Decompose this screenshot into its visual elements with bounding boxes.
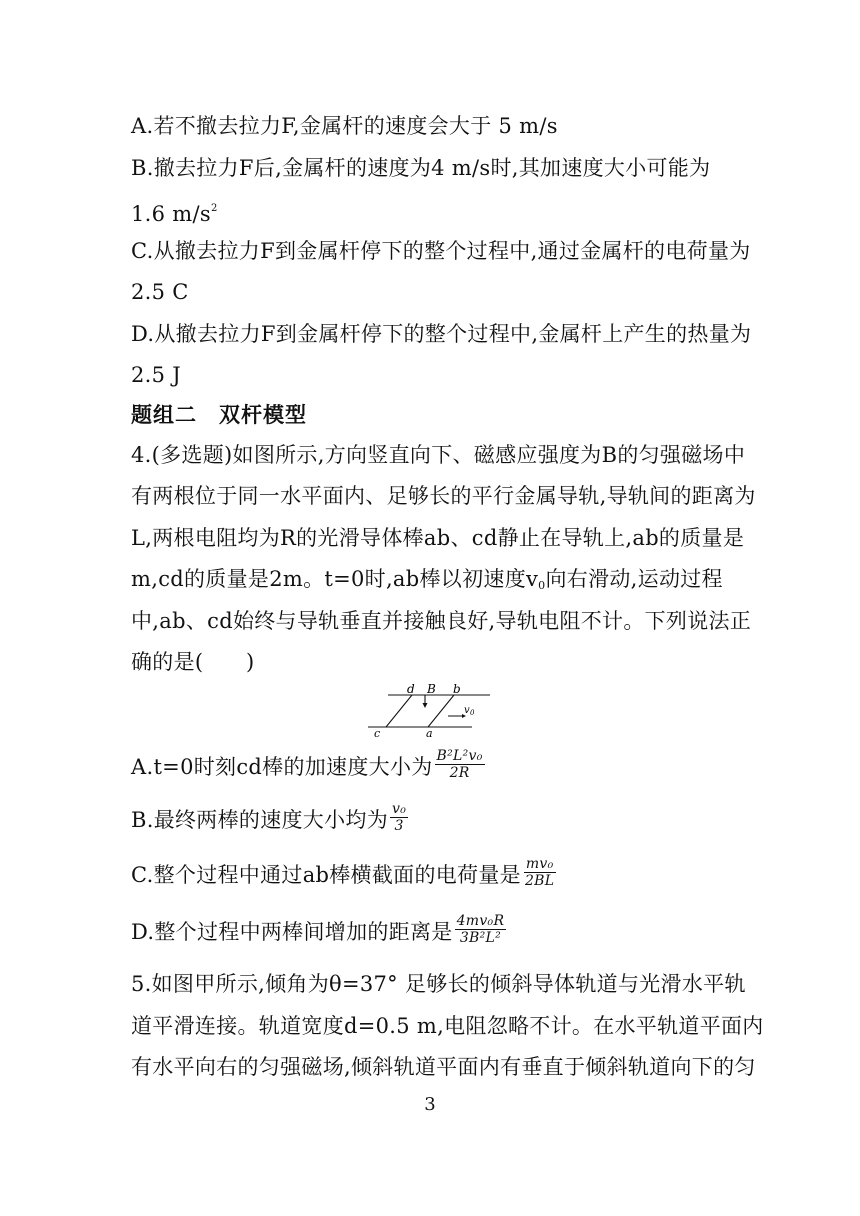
- label-b: b: [453, 683, 461, 696]
- q3-option-d-line1: D.从撤去拉力F到金属杆停下的整个过程中,金属杆上产生的热量为: [131, 322, 752, 346]
- label-v0: v: [464, 705, 470, 716]
- q4-line4: m,cd的质量是2m。t=0时,ab棒以初速度$v_0$向右滑动,运动过程: [131, 567, 723, 592]
- q4-line1: 4.(多选题)如图所示,方向竖直向下、磁感应强度为B的匀强磁场中: [131, 443, 746, 467]
- q4-line6: 确的是( ): [131, 650, 255, 674]
- q3-option-c-line2: 2.5 C: [131, 280, 189, 304]
- label-d: d: [407, 683, 415, 696]
- q4-line3: L,两根电阻均为R的光滑导体棒ab、cd静止在导轨上,ab的质量是: [131, 526, 745, 550]
- label-c: c: [374, 727, 381, 739]
- label-a: a: [426, 727, 433, 739]
- fraction-c: $\frac{\text{mv₀}}{2BL}$: [524, 856, 555, 889]
- q3-option-d-line2: 2.5 J: [131, 363, 181, 387]
- label-v0-sub: 0: [470, 709, 475, 717]
- q4-option-d: D.整个过程中两棒间增加的距离是 $\frac{\text{4mv₀R}}{\text{3B²L²}}$: [131, 913, 505, 946]
- fraction-d: $\frac{\text{4mv₀R}}{\text{3B²L²}}$: [456, 913, 505, 946]
- q4-option-a: A.t=0时刻cd棒的加速度大小为 $\frac{\text{B²L²v₀}}{2R}$: [131, 748, 483, 781]
- label-B: B: [427, 683, 436, 696]
- fraction-b: $\frac{\text{v₀}}{3}$: [392, 801, 407, 834]
- q3-option-c-line1: C.从撤去拉力F到金属杆停下的整个过程中,通过金属杆的电荷量为: [131, 239, 751, 263]
- q3-option-b-line2: 1.6 $m/s^2$: [131, 202, 218, 226]
- q5-line2: 道平滑连接。轨道宽度d=0.5 m,电阻忽略不计。在水平轨道平面内: [131, 1014, 764, 1038]
- page-number: 3: [424, 1094, 436, 1115]
- fraction-a: $\frac{\text{B²L²v₀}}{2R}$: [436, 748, 483, 781]
- rail-diagram: [360, 683, 500, 739]
- section-heading: 题组二 双杆模型: [131, 403, 307, 427]
- q4-option-b: B.最终两棒的速度大小均为 $\frac{\text{v₀}}{3}$: [131, 801, 407, 834]
- q4-option-c: C.整个过程中通过ab棒横截面的电荷量是 $\frac{\text{mv₀}}{2BL}$: [131, 856, 555, 889]
- q5-line1: 5.如图甲所示,倾角为θ=37° 足够长的倾斜导体轨道与光滑水平轨: [131, 972, 746, 996]
- q4-line5: 中,ab、cd始终与导轨垂直并接触良好,导轨电阻不计。下列说法正: [131, 609, 752, 633]
- q3-option-b-line1: B.撤去拉力F后,金属杆的速度为4 m/s时,其加速度大小可能为: [131, 156, 711, 180]
- q3-option-a: A.若不撤去拉力F,金属杆的速度会大于 5 m/s: [131, 114, 558, 138]
- q4-line2: 有两根位于同一水平面内、足够长的平行金属导轨,导轨间的距离为: [131, 484, 756, 508]
- q5-line3: 有水平向右的匀强磁场,倾斜轨道平面内有垂直于倾斜轨道向下的匀: [131, 1055, 756, 1079]
